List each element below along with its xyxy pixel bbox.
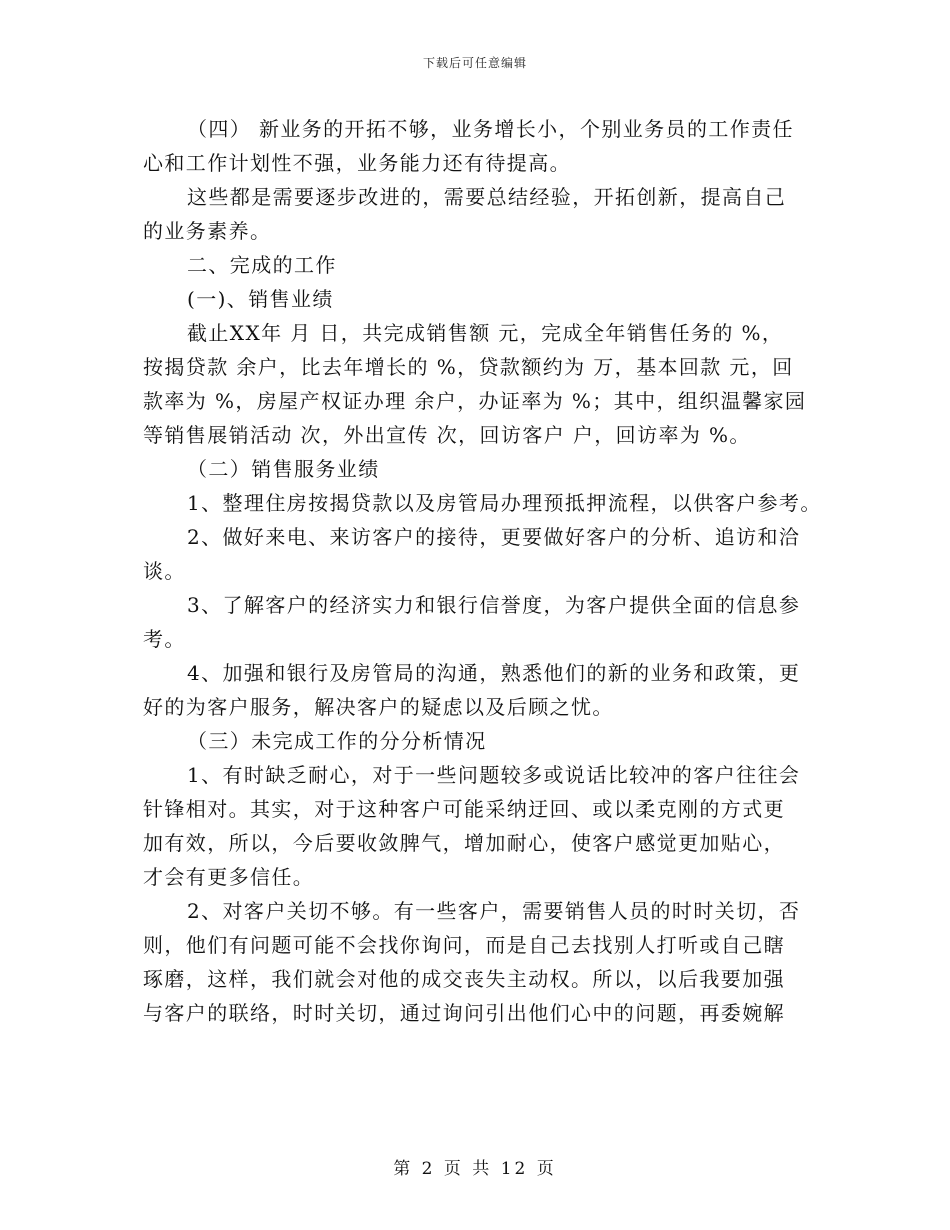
page-number-footer: 第 2 页 共 12 页 bbox=[393, 1159, 557, 1179]
subsection-heading: (一)、销售业绩 bbox=[187, 287, 334, 311]
text-line: 截止XX年 月 日，共完成销售额 元，完成全年销售任务的 %， bbox=[187, 321, 784, 345]
subsection-heading: （三）未完成工作的分分析情况 bbox=[187, 729, 487, 753]
text-line: 款率为 %，房屋产权证办理 余户，办证率为 %；其中，组织温馨家园 bbox=[143, 389, 807, 413]
text-line: 与客户的联络，时时关切，通过询问引出他们心中的问题，再委婉解 bbox=[143, 1001, 785, 1025]
text-line: 1、整理住房按揭贷款以及房管局办理预抵押流程，以供客户参考。 bbox=[187, 491, 822, 515]
text-line: 心和工作计划性不强，业务能力还有待提高。 bbox=[143, 151, 571, 175]
text-line: 等销售展销活动 次，外出宣传 次，回访客户 户，回访率为 %。 bbox=[143, 423, 751, 447]
text-line: 的业务素养。 bbox=[143, 219, 272, 243]
text-line: 按揭贷款 余户，比去年增长的 %，贷款额约为 万，基本回款 元，回 bbox=[143, 355, 794, 379]
text-line: 3、了解客户的经济实力和银行信誉度，为客户提供全面的信息参 bbox=[187, 593, 801, 617]
text-line: 谈。 bbox=[143, 559, 186, 583]
text-line: 针锋相对。其实，对于这种客户可能采纳迂回、或以柔克刚的方式更 bbox=[143, 797, 785, 821]
text-line: 考。 bbox=[143, 627, 186, 651]
subsection-heading: （二）销售服务业绩 bbox=[187, 457, 380, 481]
text-line: 才会有更多信任。 bbox=[143, 865, 315, 889]
text-line: 琢磨，这样，我们就会对他的成交丧失主动权。所以，以后我要加强 bbox=[143, 967, 785, 991]
text-line: 4、加强和银行及房管局的沟通，熟悉他们的新的业务和政策，更 bbox=[187, 661, 801, 685]
text-line: 1、有时缺乏耐心，对于一些问题较多或说话比较冲的客户往往会 bbox=[187, 763, 801, 787]
page-header: 下载后可任意编辑 bbox=[422, 56, 527, 70]
text-line: 好的为客户服务，解决客户的疑虑以及后顾之忧。 bbox=[143, 695, 614, 719]
paragraph-block bbox=[143, 112, 823, 1030]
text-line: 则，他们有问题可能不会找你询问，而是自己去找别人打听或自己瞎 bbox=[143, 933, 785, 957]
text-line: 2、对客户关切不够。有一些客户，需要销售人员的时时关切，否 bbox=[187, 899, 801, 923]
text-line: 这些都是需要逐步改进的，需要总结经验，开拓创新，提高自己 bbox=[187, 185, 787, 209]
text-line: 2、做好来电、来访客户的接待，更要做好客户的分析、追访和洽 bbox=[187, 525, 801, 549]
text-line: （四） 新业务的开拓不够，业务增长小，个别业务员的工作责任 bbox=[187, 117, 794, 141]
text-line: 加有效，所以，今后要收敛脾气，增加耐心，使客户感觉更加贴心， bbox=[143, 831, 785, 855]
document-body bbox=[143, 112, 823, 1030]
section-heading: 二、完成的工作 bbox=[187, 253, 337, 277]
